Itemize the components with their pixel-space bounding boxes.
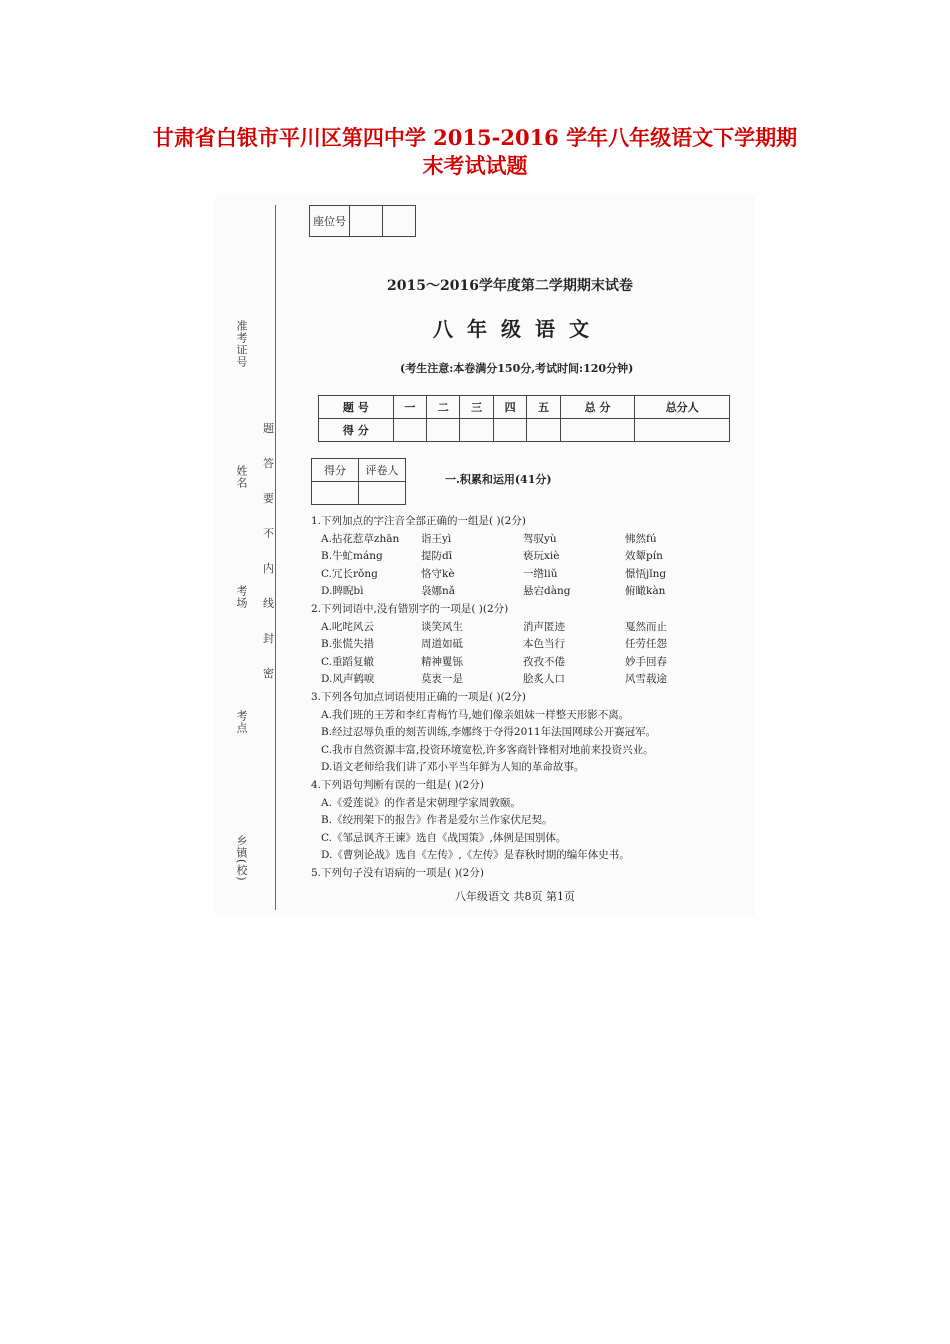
option-line: B.经过忍辱负重的刻苦训练,李娜终于夺得2011年法国网球公开赛冠军。 — [321, 726, 657, 739]
option-line: D.语文老师给我们讲了邓小平当年鲜为人知的革命故事。 — [321, 761, 585, 774]
option-item: D.睥睨bì — [321, 585, 364, 598]
margin-field-school: 乡镇(校) — [235, 835, 248, 882]
seal-char: 要 — [263, 492, 274, 505]
score-table — [318, 395, 730, 442]
question-stem: 3.下列各句加点词语使用正确的一项是( )(2分) — [311, 690, 526, 703]
option-item: C.重蹈复辙 — [321, 655, 374, 668]
score-table-cell: 总 分 — [560, 396, 635, 419]
option-item: A.拈花惹草zhān — [321, 532, 400, 545]
score-table-cell: 得 分 — [319, 419, 394, 442]
option-row — [311, 531, 751, 549]
option-item: 诣王yì — [421, 532, 452, 545]
option-line: B.《绞刑架下的报告》作者是爱尔兰作家伏尼契。 — [321, 814, 553, 827]
option-item: D.风声鹤唳 — [321, 673, 375, 686]
score-table-cell: 三 — [460, 396, 493, 419]
page-footer: 八年级语文 共8页 第1页 — [455, 890, 575, 903]
score-table-cell — [427, 419, 460, 442]
option-item: 消声匿迹 — [523, 620, 565, 633]
score-table-cell: 四 — [493, 396, 526, 419]
option-line: A.《爱莲说》的作者是宋朝理学家周敦颐。 — [321, 796, 521, 809]
margin-field-exam-number: 准考证号 — [235, 320, 248, 368]
document-title — [120, 124, 830, 180]
seat-number-label: 座位号 — [310, 206, 350, 237]
option-item: 亵玩xiè — [523, 550, 560, 563]
seal-char: 题 — [263, 422, 274, 435]
score-table-cell: 题 号 — [319, 396, 394, 419]
option-row — [311, 671, 751, 689]
option-row — [311, 566, 751, 584]
option-item: 憬悟jǐng — [625, 567, 667, 580]
question-stem: 1.下列加点的字注音全部正确的一组是( )(2分) — [311, 515, 526, 527]
document-title-line1: 甘肃省白银市平川区第四中学 2015-2016 学年八年级语文下学期期 — [152, 125, 798, 150]
option-row — [311, 636, 751, 654]
question-stem: 2.下列词语中,没有错别字的一项是( )(2分) — [311, 602, 509, 615]
option-item: C.冗长rǒng — [321, 567, 378, 580]
exam-notice: (考生注意:本卷满分150分,考试时间:120分钟) — [400, 362, 634, 375]
margin-field-exam-site: 考点 — [235, 710, 248, 734]
option-item: 谈笑风生 — [421, 620, 463, 633]
seal-char: 密 — [263, 667, 274, 680]
option-line: C.《邹忌讽齐王谏》选自《战国策》,体例是国别体。 — [321, 831, 567, 844]
option-item: 妙手回春 — [625, 655, 667, 668]
option-item: 驾驭yù — [523, 532, 557, 545]
scanned-exam-page — [215, 195, 755, 915]
score-table-cell — [635, 419, 730, 442]
option-item: 效颦pín — [625, 550, 663, 563]
score-table-cell — [393, 419, 426, 442]
option-item: 提防dī — [421, 550, 453, 563]
option-item: 戛然而止 — [625, 620, 667, 633]
seal-char: 封 — [263, 632, 274, 645]
grader-table-cell — [312, 482, 359, 505]
score-table-cell — [493, 419, 526, 442]
subject-title: 八年级语文 — [433, 317, 603, 341]
option-item: 脍炙人口 — [523, 673, 565, 686]
score-table-cell — [460, 419, 493, 442]
section-heading: 一.积累和运用(41分) — [445, 473, 552, 486]
question-list — [311, 513, 751, 882]
option-item: A.叱咤风云 — [321, 620, 374, 633]
option-item: 恪守kè — [421, 567, 455, 580]
option-item: 孜孜不倦 — [523, 655, 565, 668]
exam-title: 2015～2016学年度第二学期期末试卷 — [387, 278, 633, 294]
binding-line — [275, 205, 276, 910]
score-table-header-row — [319, 396, 730, 419]
margin-field-name: 姓名 — [235, 465, 248, 489]
seal-char: 不 — [263, 527, 274, 540]
question-stem: 5.下列句子没有语病的一项是( )(2分) — [311, 866, 484, 879]
option-item: 莫衷一是 — [421, 673, 463, 686]
margin-field-exam-room: 考场 — [235, 585, 248, 609]
grader-table-cell: 得分 — [312, 459, 359, 482]
grader-table — [311, 458, 406, 505]
option-row — [311, 583, 751, 601]
seat-number-box — [309, 205, 416, 237]
score-table-cell: 五 — [527, 396, 560, 419]
grader-table-cell — [359, 482, 406, 505]
option-item: B.牛虻máng — [321, 550, 383, 563]
option-item: 周道如砥 — [421, 638, 463, 651]
option-item: 一绺liǔ — [523, 567, 558, 580]
option-row — [311, 654, 751, 672]
option-row — [311, 619, 751, 637]
seat-number-cell — [383, 206, 416, 237]
question-stem: 4.下列语句判断有误的一组是( )(2分) — [311, 778, 484, 791]
option-item: 袅娜nǎ — [421, 585, 456, 598]
option-row — [311, 548, 751, 566]
option-line: D.《曹刿论战》选自《左传》,《左传》是春秋时期的编年体史书。 — [321, 849, 630, 862]
seal-char: 答 — [263, 457, 274, 470]
score-table-cell: 一 — [393, 396, 426, 419]
option-line: C.我市自然资源丰富,投资环境宽松,许多客商针锋相对地前来投资兴业。 — [321, 743, 654, 756]
option-line: A.我们班的王芳和李红青梅竹马,她们像亲姐妹一样整天形影不离。 — [321, 708, 630, 721]
option-item: 怫然fú — [625, 532, 657, 545]
seal-char: 内 — [263, 562, 274, 575]
score-table-score-row — [319, 419, 730, 442]
score-table-cell: 总分人 — [635, 396, 730, 419]
option-item: 任劳任怨 — [625, 638, 667, 651]
score-table-cell — [527, 419, 560, 442]
option-item: B.张慌失措 — [321, 638, 375, 651]
seal-char: 线 — [263, 597, 274, 610]
seat-number-cell — [350, 206, 383, 237]
score-table-cell: 二 — [427, 396, 460, 419]
option-item: 悬宕dàng — [523, 585, 571, 598]
option-item: 俯瞰kàn — [625, 585, 666, 598]
score-table-cell — [560, 419, 635, 442]
option-item: 风雪载途 — [625, 673, 667, 686]
option-item: 本色当行 — [523, 638, 565, 651]
grader-table-cell: 评卷人 — [359, 459, 406, 482]
option-item: 精神矍铄 — [421, 655, 463, 668]
document-title-line2: 末考试试题 — [422, 153, 528, 178]
